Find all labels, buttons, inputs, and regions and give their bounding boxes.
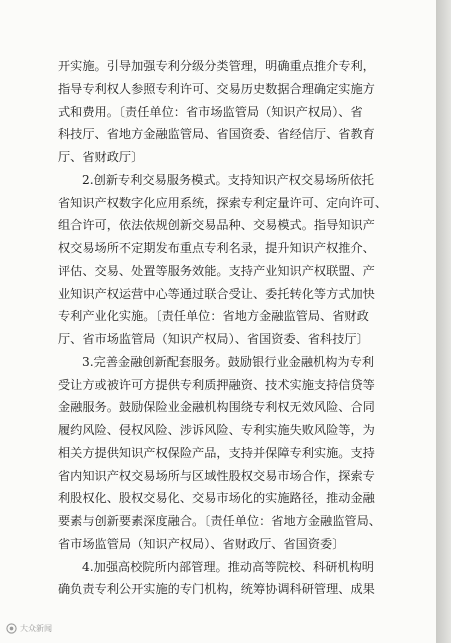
text-line: 省内知识产权交易场所与区域性股权交易市场合作，探索专 — [58, 468, 375, 483]
text-line: 专利产业化实施。〔责任单位：省地方金融监管局、省财政 — [58, 309, 369, 324]
text-line: 评估、交易、处置等服务效能。支持产业知识产权联盟、产 — [58, 263, 375, 278]
text-line: 开实施。引导加强专利分级分类管理，明确重点推介专利， — [58, 59, 375, 73]
text-line: 金融服务。鼓励保险业金融机构围绕专利权无效风险、合同 — [58, 400, 375, 415]
text-line: 权交易场所不定期发布重点专利名录，提升知识产权推介、 — [58, 241, 375, 255]
document-body — [58, 55, 390, 601]
text-line: 科技厅、省地方金融监管局、省国资委、省经信厅、省教育 — [58, 127, 375, 142]
text-line: 相关方提供知识产权保险产品，支持并保障专利实施。支持 — [58, 445, 375, 460]
text-line: 省市场监管局（知识产权局）、省财政厅、省国资委〕 — [58, 536, 345, 551]
watermark-text: 大众新闻 — [20, 624, 52, 633]
text-line: 确负责专利公开实施的专门机构，统筹协调科研管理、成果 — [58, 582, 375, 597]
watermark — [6, 623, 52, 634]
text-line: 组合许可，依法依规创新交易品种、交易模式。指导知识产 — [58, 218, 375, 233]
text-line: 指导专利权人参照专利许可、交易历史数据合理确定实施方 — [58, 81, 375, 96]
text-line: 式和费用。〔责任单位：省市场监管局（知识产权局）、省 — [58, 104, 363, 119]
text-line: 利股权化、股权交易化、交易市场化的实施路径，推动金融 — [58, 491, 375, 506]
text-line: 厅、省财政厅〕 — [58, 150, 144, 164]
text-line: 受让方或被许可方提供专利质押融资、技术实施支持信贷等 — [58, 377, 375, 392]
text-line: 要素与创新要素深度融合。〔责任单位：省地方金融监管局、 — [58, 514, 381, 528]
camera-logo-icon — [6, 623, 17, 634]
text-line: 业知识产权运营中心等通过联合受让、委托转化等方式加快 — [58, 286, 375, 301]
text-line: 2.创新专利交易服务模式。支持知识产权交易场所依托 — [82, 172, 374, 187]
text-line: 履约风险、侵权风险、涉诉风险、专利实施失败风险等，为 — [58, 423, 375, 437]
text-line: 4.加强高校院所内部管理。推动高等院校、科研机构明 — [82, 559, 374, 574]
page-edge — [436, 0, 451, 643]
text-line: 厅、省市场监管局（知识产权局）、省国资委、省科技厅〕 — [58, 332, 369, 346]
text-line: 3.完善金融创新配套服务。鼓励银行业金融机构为专利 — [82, 354, 374, 369]
text-line: 省知识产权数字化应用系统，探索专利定量许可、定向许可、 — [58, 195, 388, 210]
